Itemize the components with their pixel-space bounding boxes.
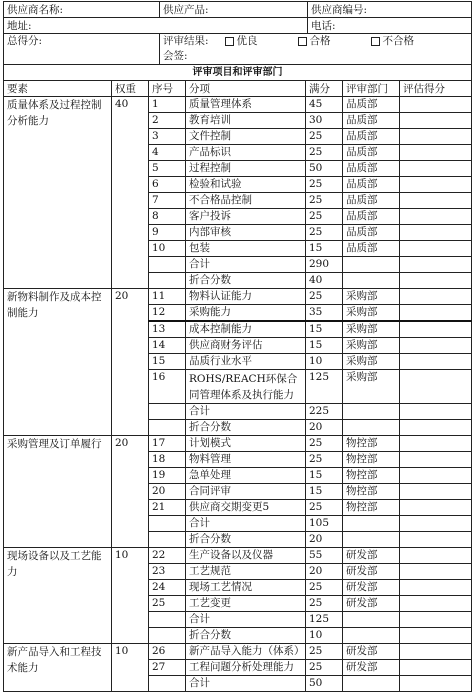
item-number: [149, 257, 186, 273]
item-name: 生产设备以及仪器: [186, 548, 306, 564]
full-score: 20: [306, 420, 343, 436]
item-number: [149, 612, 186, 628]
item-number: [149, 676, 186, 692]
element-weight: 40: [112, 97, 149, 289]
score-input[interactable]: [400, 289, 472, 305]
review-department: 采购部: [343, 321, 400, 338]
item-name: 成本控制能力: [186, 321, 306, 338]
item-number: 12: [149, 305, 186, 322]
full-score: 40: [306, 273, 343, 289]
score-input[interactable]: [400, 193, 472, 209]
full-score: 15: [306, 338, 343, 354]
item-name: 合同评审: [186, 484, 306, 500]
review-department: 品质部: [343, 161, 400, 177]
full-score: 25: [306, 129, 343, 145]
full-score: 20: [306, 532, 343, 548]
column-header: 序号: [149, 81, 186, 97]
item-name: 计划模式: [186, 436, 306, 452]
score-input[interactable]: [400, 564, 472, 580]
item-name: 物料管理: [186, 452, 306, 468]
item-name: 折合分数: [186, 273, 306, 289]
score-input[interactable]: [400, 241, 472, 257]
item-name: 内部审核: [186, 225, 306, 241]
score-input[interactable]: [400, 338, 472, 354]
score-input[interactable]: [400, 596, 472, 612]
column-header: 权重: [112, 81, 149, 97]
score-input[interactable]: [400, 354, 472, 370]
item-number: 27: [149, 660, 186, 676]
item-number: 1: [149, 97, 186, 113]
score-input[interactable]: [400, 468, 472, 484]
score-input[interactable]: [400, 145, 472, 161]
item-name: 检验和试验: [186, 177, 306, 193]
score-input[interactable]: [400, 404, 472, 420]
column-header: 评估得分: [400, 81, 472, 97]
item-name: 客户投诉: [186, 209, 306, 225]
table-row: [4, 548, 472, 564]
section-title: 评审项目和评审部门: [4, 65, 472, 81]
review-department: 研发部: [343, 564, 400, 580]
full-score: 125: [306, 612, 343, 628]
item-number: 6: [149, 177, 186, 193]
score-input[interactable]: [400, 161, 472, 177]
review-department: 采购部: [343, 305, 400, 322]
review-department: 采购部: [343, 354, 400, 370]
item-name: 工程问题分析处理能力: [186, 660, 306, 676]
review-department: [343, 516, 400, 532]
score-input[interactable]: [400, 370, 472, 404]
score-input[interactable]: [400, 548, 472, 564]
checkbox-icon[interactable]: [298, 37, 307, 46]
item-name: 新产品导入能力（体系）: [186, 644, 306, 660]
item-number: 3: [149, 129, 186, 145]
item-name: 品质行业水平: [186, 354, 306, 370]
review-result-label: 评审结果:: [163, 35, 209, 47]
item-name: 质量管理体系: [186, 97, 306, 113]
element-name: 质量体系及过程控制分析能力: [4, 97, 112, 289]
supplier-id-label: 供应商编号:: [308, 2, 472, 18]
item-name: ROHS/REACH环保合同管理体系及执行能力: [186, 370, 306, 404]
full-score: 25: [306, 145, 343, 161]
table-row: [4, 97, 472, 113]
full-score: 20: [306, 564, 343, 580]
full-score: 10: [306, 628, 343, 644]
item-name: 折合分数: [186, 628, 306, 644]
item-number: [149, 628, 186, 644]
review-department: 研发部: [343, 580, 400, 596]
score-input[interactable]: [400, 644, 472, 660]
element-weight: 10: [112, 644, 149, 692]
full-score: 25: [306, 177, 343, 193]
full-score: 125: [306, 370, 343, 404]
column-header: 评审部门: [343, 81, 400, 97]
review-department: [343, 676, 400, 692]
full-score: 25: [306, 452, 343, 468]
full-score: 25: [306, 660, 343, 676]
item-name: 供应商交期变更5: [186, 500, 306, 516]
item-name: 合计: [186, 516, 306, 532]
element-name: 新产品导入和工程技术能力: [4, 644, 112, 692]
review-department: 品质部: [343, 225, 400, 241]
item-number: [149, 532, 186, 548]
score-input[interactable]: [400, 628, 472, 644]
item-name: 急单处理: [186, 468, 306, 484]
item-name: 合计: [186, 676, 306, 692]
review-department: [343, 532, 400, 548]
full-score: 30: [306, 113, 343, 129]
result-option-pass[interactable]: 合格: [290, 34, 331, 49]
review-department: [343, 257, 400, 273]
item-number: 18: [149, 452, 186, 468]
header-row: [4, 81, 472, 97]
element-weight: 20: [112, 289, 149, 436]
review-department: 品质部: [343, 209, 400, 225]
result-option-fail[interactable]: 不合格: [363, 34, 415, 49]
full-score: 25: [306, 580, 343, 596]
review-department: [343, 420, 400, 436]
item-name: 文件控制: [186, 129, 306, 145]
element-name: 采购管理及订单履行: [4, 436, 112, 548]
full-score: 15: [306, 484, 343, 500]
full-score: 225: [306, 404, 343, 420]
item-name: 合计: [186, 404, 306, 420]
countersign-label: 会签:: [163, 50, 188, 62]
column-header: 分项: [186, 81, 306, 97]
item-name: 不合格品控制: [186, 193, 306, 209]
full-score: 25: [306, 500, 343, 516]
review-department: 品质部: [343, 193, 400, 209]
score-input[interactable]: [400, 97, 472, 113]
evaluation-table: [3, 64, 472, 692]
item-name: 物料认证能力: [186, 289, 306, 305]
review-department: 品质部: [343, 97, 400, 113]
item-number: 19: [149, 468, 186, 484]
item-number: 4: [149, 145, 186, 161]
full-score: 45: [306, 97, 343, 113]
item-name: 现场工艺情况: [186, 580, 306, 596]
score-input[interactable]: [400, 129, 472, 145]
score-input[interactable]: [400, 257, 472, 273]
element-weight: 20: [112, 436, 149, 548]
info-table: [3, 1, 472, 65]
review-department: [343, 273, 400, 289]
score-input[interactable]: [400, 177, 472, 193]
item-name: 合计: [186, 257, 306, 273]
review-department: 物控部: [343, 468, 400, 484]
review-department: 研发部: [343, 548, 400, 564]
review-department: [343, 628, 400, 644]
address-label: 地址:: [4, 18, 308, 34]
score-input[interactable]: [400, 612, 472, 628]
table-row: [4, 436, 472, 452]
element-name: 现场设备以及工艺能力: [4, 548, 112, 644]
review-department: 物控部: [343, 500, 400, 516]
item-number: 17: [149, 436, 186, 452]
score-input[interactable]: [400, 660, 472, 676]
column-header: 要素: [4, 81, 112, 97]
item-number: 21: [149, 500, 186, 516]
score-input[interactable]: [400, 436, 472, 452]
supplier-product-label: 供应产品:: [160, 2, 308, 18]
review-result-cell: [160, 34, 472, 65]
score-input[interactable]: [400, 484, 472, 500]
item-name: 采购能力: [186, 305, 306, 322]
item-number: 13: [149, 321, 186, 338]
full-score: 50: [306, 161, 343, 177]
item-number: 5: [149, 161, 186, 177]
item-name: 合计: [186, 612, 306, 628]
table-row: [4, 644, 472, 660]
full-score: 25: [306, 644, 343, 660]
item-number: 14: [149, 338, 186, 354]
review-department: [343, 404, 400, 420]
item-name: 工艺变更: [186, 596, 306, 612]
item-name: 过程控制: [186, 161, 306, 177]
full-score: 25: [306, 193, 343, 209]
result-option-excellent[interactable]: 优良: [217, 34, 258, 49]
full-score: 10: [306, 354, 343, 370]
score-input[interactable]: [400, 420, 472, 436]
full-score: 290: [306, 257, 343, 273]
item-name: 供应商财务评估: [186, 338, 306, 354]
element-name: 新物料制作及成本控制能力: [4, 289, 112, 436]
full-score: 35: [306, 305, 343, 322]
item-number: [149, 273, 186, 289]
review-department: 采购部: [343, 338, 400, 354]
element-weight: 10: [112, 548, 149, 644]
phone-label: 电话:: [308, 18, 472, 34]
item-name: 折合分数: [186, 532, 306, 548]
item-number: 20: [149, 484, 186, 500]
full-score: 15: [306, 468, 343, 484]
full-score: 25: [306, 436, 343, 452]
item-number: 24: [149, 580, 186, 596]
score-input[interactable]: [400, 676, 472, 692]
score-input[interactable]: [400, 516, 472, 532]
review-department: 研发部: [343, 644, 400, 660]
review-department: 采购部: [343, 289, 400, 305]
review-department: 品质部: [343, 145, 400, 161]
item-number: 8: [149, 209, 186, 225]
item-number: 2: [149, 113, 186, 129]
review-department: 物控部: [343, 484, 400, 500]
item-number: 10: [149, 241, 186, 257]
full-score: 105: [306, 516, 343, 532]
item-number: 22: [149, 548, 186, 564]
supplier-evaluation-form: [3, 1, 471, 692]
item-number: 23: [149, 564, 186, 580]
full-score: 50: [306, 676, 343, 692]
score-input[interactable]: [400, 273, 472, 289]
review-department: 品质部: [343, 113, 400, 129]
checkbox-icon[interactable]: [225, 37, 234, 46]
score-input[interactable]: [400, 452, 472, 468]
score-input[interactable]: [400, 225, 472, 241]
full-score: 25: [306, 225, 343, 241]
item-name: 折合分数: [186, 420, 306, 436]
score-input[interactable]: [400, 113, 472, 129]
item-number: 26: [149, 644, 186, 660]
item-name: 教育培训: [186, 113, 306, 129]
item-name: 工艺规范: [186, 564, 306, 580]
score-input[interactable]: [400, 321, 472, 338]
full-score: 25: [306, 289, 343, 305]
total-score-label: 总得分:: [4, 34, 160, 65]
review-department: 研发部: [343, 596, 400, 612]
full-score: 55: [306, 548, 343, 564]
full-score: 15: [306, 321, 343, 338]
review-department: 物控部: [343, 452, 400, 468]
full-score: 15: [306, 241, 343, 257]
item-number: [149, 516, 186, 532]
supplier-name-label: 供应商名称:: [4, 2, 160, 18]
review-department: 品质部: [343, 177, 400, 193]
table-row: [4, 289, 472, 305]
item-number: 16: [149, 370, 186, 404]
review-department: [343, 612, 400, 628]
score-input[interactable]: [400, 500, 472, 516]
score-input[interactable]: [400, 580, 472, 596]
item-name: 产品标识: [186, 145, 306, 161]
score-input[interactable]: [400, 532, 472, 548]
full-score: 25: [306, 209, 343, 225]
review-department: 品质部: [343, 241, 400, 257]
item-name: 包装: [186, 241, 306, 257]
checkbox-icon[interactable]: [371, 37, 380, 46]
item-number: [149, 420, 186, 436]
item-number: 7: [149, 193, 186, 209]
item-number: 25: [149, 596, 186, 612]
review-department: 采购部: [343, 370, 400, 404]
item-number: 9: [149, 225, 186, 241]
column-header: 满分: [306, 81, 343, 97]
review-department: 品质部: [343, 129, 400, 145]
score-input[interactable]: [400, 209, 472, 225]
full-score: 25: [306, 596, 343, 612]
review-department: 物控部: [343, 436, 400, 452]
item-number: 15: [149, 354, 186, 370]
review-department: 研发部: [343, 660, 400, 676]
item-number: 11: [149, 289, 186, 305]
score-input[interactable]: [400, 305, 472, 322]
item-number: [149, 404, 186, 420]
